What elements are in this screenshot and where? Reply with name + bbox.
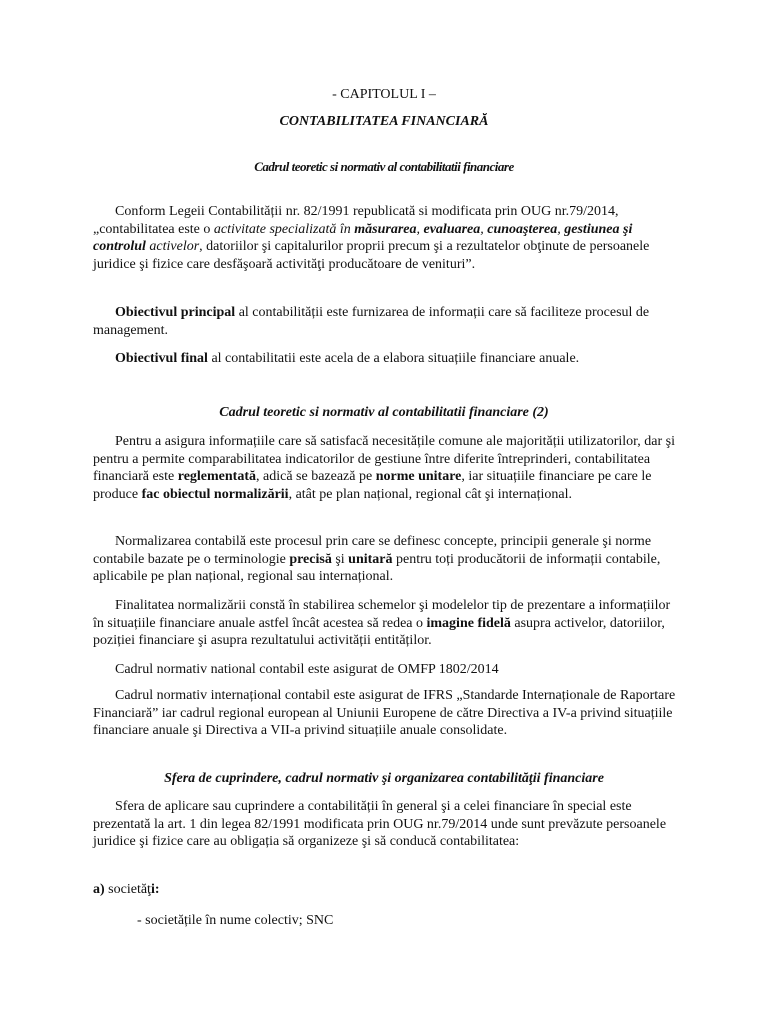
text-run-italic: , [416,221,424,237]
paragraph-scope: Sfera de aplicare sau cuprindere a contabilității în general şi a celei financiare în special este prezentată la art. 1 din legea 82/1991 modificata prin OUG nr.79/2014 unde sunt prevăzute persoanele juridice şi fizice care au obligația să organizeze şi să conducă contabilitatea: [93,799,667,849]
paragraph-final-objective [93,350,683,368]
paragraph-national-framework: Cadrul normativ national contabil este asigurat de OMFP 1802/2014 [115,662,499,677]
text-run: al contabilității este furnizarea de informații care să faciliteze procesul de management. [93,305,650,338]
text-run: , datoriilor şi capitalurilor proprii precum şi a rezultatelor obţinute de persoanele juridice şi fizice care desfăşoară activităţi producătoare de venituri”. [93,239,650,272]
text-run: asupra activelor, datoriilor, poziției financiare şi asupra rezultatului activității entităților. [93,615,665,648]
text-run-italic: activelor [149,239,200,254]
text-run: Finalitatea normalizării constă în stabilirea schemelor şi modelelor tip de prezentare a informațiilor în situațiile financiare anuale astfel încât acestea să redea o [93,598,671,631]
paragraph-normalization [93,533,683,586]
text-run-bold-italic: măsurarea [354,221,417,237]
text-run: , iar situațiile financiare pe care le produce [93,469,652,502]
text-run: , adică se bazează pe [256,469,376,484]
paragraph-international-framework: Cadrul normativ internațional contabil este asigurat de IFRS „Standarde Internaționale de Raportare Financiară” iar cadrul regional european al Uniunii Europene de către Directiva a IV-a privind situațiile financiare anuale şi Directiva a VII-a privind situațiile anuale consolidate. [93,688,676,738]
text-run-bold-italic: evaluarea [423,221,481,237]
section-heading-3: Sfera de cuprindere, cadrul normativ şi organizarea contabilităţii financiare [164,771,604,786]
section-heading-2: Cadrul teoretic si normativ al contabilitatii financiare (2) [219,405,549,420]
text-run-italic: , [480,221,488,237]
text-run-bold: precisă [289,551,332,567]
text-run-bold: Obiectivul final [115,351,208,366]
text-run-bold-italic: gestiunea şi controlul [93,221,633,254]
text-run-italic: activitate specializată în [213,221,355,237]
text-run: Conform Legeii Contabilității nr. 82/1991 republicată si modificata prin OUG nr.79/2014,„contabilitatea este o [93,204,619,237]
text-run: societăţ [104,882,151,897]
text-run: pentru toți producătorii de informații contabile, aplicabile pe plan național, regional sau internațional. [93,551,661,584]
text-run-bold: i: [150,882,160,897]
text-run: al contabilitatii este acela de a elabora situațiile financiare anuale. [207,351,580,366]
text-run-bold-italic: cunoaşterea [487,221,558,237]
text-run-bold: imagine fidelă [426,615,511,631]
text-run: , atât pe plan național, regional cât şi internațional. [288,486,572,502]
chapter-heading: - CAPITOLUL I – [332,87,436,102]
text-run: şi [331,551,349,567]
text-run-italic: , [557,221,565,237]
text-run: Normalizarea contabilă este procesul prin care se definesc concepte, principii generale şi norme contabile bazate pe o terminologie [93,534,652,567]
list-item-a [93,881,683,899]
paragraph-main-objective [93,304,683,339]
list-subitem: - societățile în nume colectiv; SNC [137,913,334,928]
text-run-bold: fac obiectul normalizării [141,486,289,502]
chapter-title: CONTABILITATEA FINANCIARĂ [279,114,489,129]
text-run-bold: Obiectivul principal [115,305,236,320]
list-marker: a) [93,882,105,897]
text-run-bold: norme unitare [375,469,462,484]
text-run-bold: unitară [348,551,393,567]
paragraph-regulation [93,433,683,503]
section-heading-1: Cadrul teoretic si normativ al contabilitatii financiare [254,159,514,174]
text-run-bold: reglementată [177,469,256,484]
paragraph-law-definition [93,203,683,273]
paragraph-normalization-purpose [93,597,683,650]
text-run: Pentru a asigura informațiile care să satisfacă necesitățile comune ale majorității utilizatorilor, dar şi pentru a permite comparabilitatea indicatorilor de gestiune între diferite întreprinderi, contabilitatea financiară este [93,434,675,484]
